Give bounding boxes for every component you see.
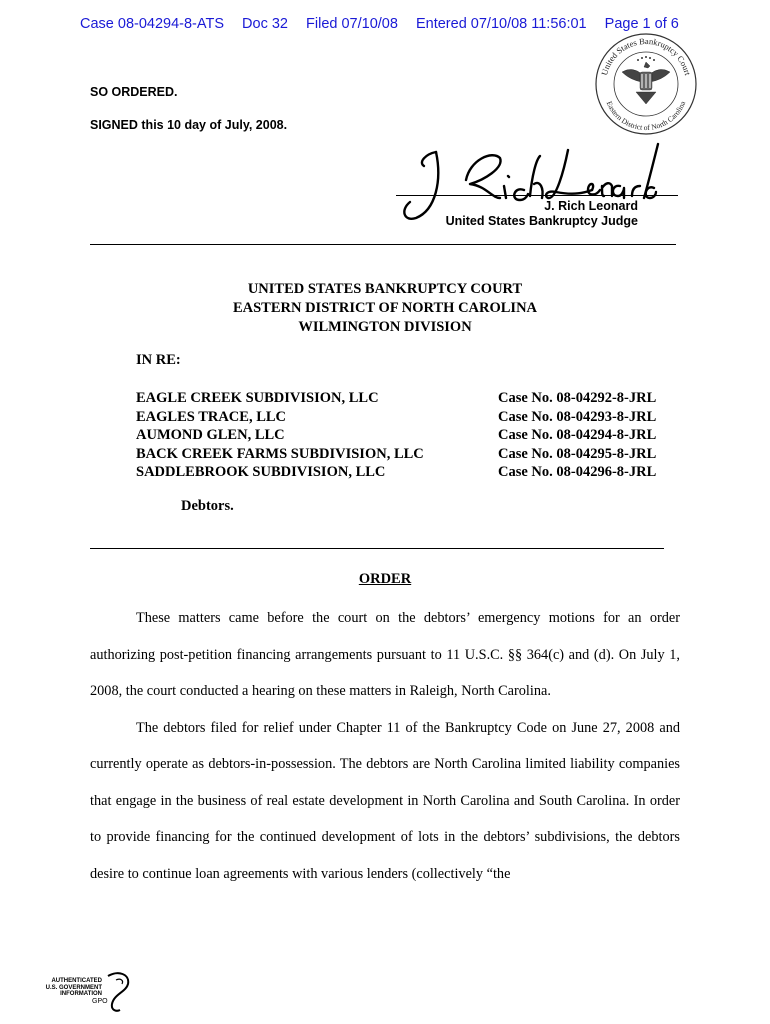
case-number: Case No. 08-04292-8-JRL [498,390,657,406]
signed-date-text: SIGNED this 10 day of July, 2008. [90,118,288,132]
doc-number-stamp: Doc 32 [242,16,288,32]
case-number-list [498,389,656,482]
gpo-line: U.S. GOVERNMENT [45,984,102,991]
case-number: Case No. 08-04295-8-JRL [498,445,657,462]
judge-name: J. Rich Leonard [544,199,638,213]
court-name: UNITED STATES BANKRUPTCY COURT [247,281,523,297]
body-paragraph: The debtors filed for relief under Chapter 11 of the Bankruptcy Code on June 27, 2008 and currently operate as debtors-in-possession. The debtors are North Carolina limited liability companies that engage in the business of real estate development in North Carolina and South Carolina. In order to provide financing for the continued development of lots in the debtors’ subdivisions, the debtors desire to continue loan agreements with various lenders (collectively “the [90,719,680,882]
in-re-label: IN RE: [136,352,181,368]
body-paragraph: These matters came before the court on the debtors’ emergency motions for an order authorizing post-petition financing arrangements pursuant to 11 U.S.C. §§ 364(c) and (d). On July 1, 2008, the court conducted a hearing on these matters in Raleigh, North Carolina. [90,610,680,699]
case-number: Case No. 08-04296-8-JRL [498,464,657,480]
header-divider [90,244,676,245]
court-seal-icon [592,26,700,138]
case-number: Case No. 08-04293-8-JRL [498,408,657,425]
case-number-stamp: Case 08-04294-8-ATS [80,16,225,32]
page-count-stamp: Page 1 of 6 [604,16,679,32]
debtor-name: SADDLEBROOK SUBDIVISION, LLC [136,464,386,480]
court-heading [90,280,680,337]
court-district: EASTERN DISTRICT OF NORTH CAROLINA [232,300,538,316]
debtor-list [136,389,424,482]
court-division: WILMINGTON DIVISION [298,319,472,335]
debtors-label: Debtors. [181,498,234,514]
filed-date-stamp: Filed 07/10/08 [306,16,398,32]
debtor-name: EAGLES TRACE, LLC [136,408,287,425]
order-body [90,600,680,892]
gpo-mark: GPO [92,998,108,1005]
debtor-name: EAGLE CREEK SUBDIVISION, LLC [136,390,379,406]
signature-line [396,195,678,196]
caption-divider [90,548,664,549]
so-ordered-text: SO ORDERED. [90,85,178,99]
svg-text:Eastern District of North Caro: Eastern District of North Carolina [604,99,688,133]
debtor-name: AUMOND GLEN, LLC [136,427,285,443]
judge-title: United States Bankruptcy Judge [445,214,638,228]
gpo-authentication-logo [44,970,134,1016]
entered-date-stamp: Entered 07/10/08 11:56:01 [415,16,587,32]
gpo-line: INFORMATION [60,991,102,997]
debtor-name: BACK CREEK FARMS SUBDIVISION, LLC [136,445,424,462]
case-number: Case No. 08-04294-8-JRL [498,427,657,443]
order-title: ORDER [358,571,412,587]
svg-text:United States Bankruptcy Court: United States Bankruptcy Court [599,35,693,77]
gpo-line: AUTHENTICATED [51,978,102,984]
eagle-icon [104,970,134,1014]
